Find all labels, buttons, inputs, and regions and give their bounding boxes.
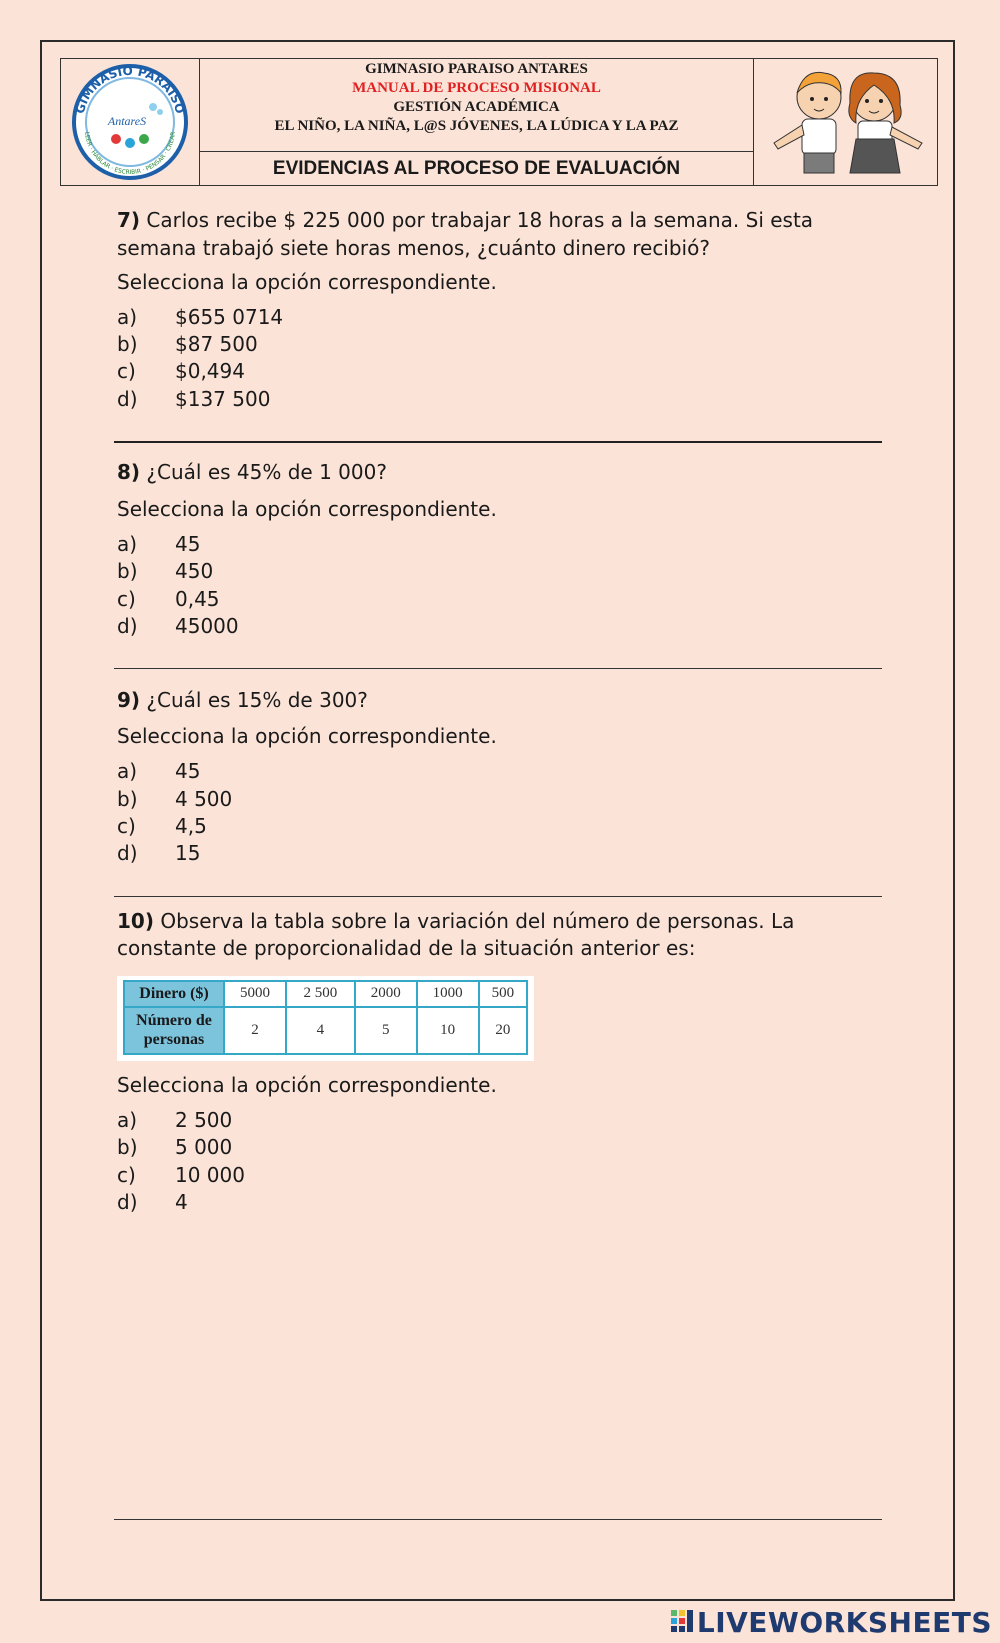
table-cell: 10 xyxy=(417,1007,479,1054)
table-header-people: Número de personas xyxy=(124,1007,224,1054)
table-cell: 5 xyxy=(355,1007,417,1054)
liveworksheets-icon xyxy=(671,1608,695,1636)
question-8-line xyxy=(117,458,387,486)
question-7-text-1: Carlos recibe $ 225 000 por trabajar 18 horas a la semana. Si esta xyxy=(146,208,814,232)
question-7-option-b[interactable]: b) $87 500 xyxy=(117,332,258,356)
table-row xyxy=(124,981,527,1007)
table-cell: 2 xyxy=(224,1007,286,1054)
question-10-number: 10) xyxy=(117,909,154,933)
table-cell: 2000 xyxy=(355,981,417,1007)
divider xyxy=(114,441,882,443)
header-subtitle: EVIDENCIAS AL PROCESO DE EVALUACIÓN xyxy=(272,158,681,179)
school-motto: EL NIÑO, LA NIÑA, L@S JÓVENES, LA LÚDICA Y LA PAZ xyxy=(274,118,679,134)
question-8-option-c[interactable]: c) 0,45 xyxy=(117,587,220,611)
area-name: GESTIÓN ACADÉMICA xyxy=(393,99,560,115)
table-cell: 20 xyxy=(479,1007,527,1054)
question-8-option-a[interactable]: a) 45 xyxy=(117,532,201,556)
logo-top-text: GIMNASIO PARAISO xyxy=(72,63,188,116)
table-cell: 500 xyxy=(479,981,527,1007)
divider xyxy=(114,668,882,669)
question-10-option-a[interactable]: a) 2 500 xyxy=(117,1108,233,1132)
brand-text: LIVEWORKSHEETS xyxy=(696,1605,992,1639)
logo-center-text: AntareS xyxy=(107,114,147,128)
question-9-instruction: Selecciona la opción correspondiente. xyxy=(117,724,497,748)
question-8-option-d[interactable]: d) 45000 xyxy=(117,614,239,638)
question-10-option-d[interactable]: d) 4 xyxy=(117,1190,188,1214)
document-header xyxy=(60,58,938,186)
question-10-line-1 xyxy=(117,907,794,935)
question-10-option-c[interactable]: c) 10 000 xyxy=(117,1163,245,1187)
table-cell: 5000 xyxy=(224,981,286,1007)
question-9-option-a[interactable]: a) 45 xyxy=(117,759,201,783)
question-9-number: 9) xyxy=(117,688,141,712)
question-7-option-c[interactable]: c) $0,494 xyxy=(117,359,245,383)
manual-name: MANUAL DE PROCESO MISIONAL xyxy=(352,80,601,96)
question-7-text-2: semana trabajó siete horas menos, ¿cuánto dinero recibió? xyxy=(117,236,710,260)
question-9-option-c[interactable]: c) 4,5 xyxy=(117,814,207,838)
kids-illustration xyxy=(754,59,938,185)
table-header-money: Dinero ($) xyxy=(124,981,224,1007)
question-8-option-b[interactable]: b) 450 xyxy=(117,559,214,583)
proportionality-table xyxy=(117,976,534,1061)
header-title-block xyxy=(200,59,753,152)
question-10-option-b[interactable]: b) 5 000 xyxy=(117,1135,233,1159)
table-row xyxy=(124,1007,527,1054)
question-7-option-d[interactable]: d) $137 500 xyxy=(117,387,271,411)
kids-illustration-cell xyxy=(753,59,937,185)
logo-bottom-text: LEER · HABLAR · ESCRIBIR · PENSAR · CREAR xyxy=(83,131,177,177)
divider xyxy=(114,896,882,897)
table-cell: 1000 xyxy=(417,981,479,1007)
question-9-line xyxy=(117,686,368,714)
question-8-text: ¿Cuál es 45% de 1 000? xyxy=(146,460,387,484)
question-7-number: 7) xyxy=(117,208,141,232)
question-8-instruction: Selecciona la opción correspondiente. xyxy=(117,497,497,521)
school-name: GIMNASIO PARAISO ANTARES xyxy=(365,61,588,77)
school-logo-cell xyxy=(61,59,200,185)
divider xyxy=(114,1519,882,1520)
question-8-number: 8) xyxy=(117,460,141,484)
question-9-text: ¿Cuál es 15% de 300? xyxy=(146,688,368,712)
question-7-line-1 xyxy=(117,206,813,234)
question-10-instruction: Selecciona la opción correspondiente. xyxy=(117,1073,497,1097)
question-9-option-b[interactable]: b) 4 500 xyxy=(117,787,233,811)
table-cell: 4 xyxy=(286,1007,355,1054)
school-logo xyxy=(61,59,200,185)
question-10-text-1: Observa la tabla sobre la variación del número de personas. La xyxy=(160,909,795,933)
question-7-instruction: Selecciona la opción correspondiente. xyxy=(117,270,497,294)
table-cell: 2 500 xyxy=(286,981,355,1007)
question-7-option-a[interactable]: a) $655 0714 xyxy=(117,305,284,329)
question-9-option-d[interactable]: d) 15 xyxy=(117,841,201,865)
liveworksheets-logo[interactable] xyxy=(671,1604,992,1640)
question-10-text-2: constante de proporcionalidad de la situación anterior es: xyxy=(117,936,696,960)
